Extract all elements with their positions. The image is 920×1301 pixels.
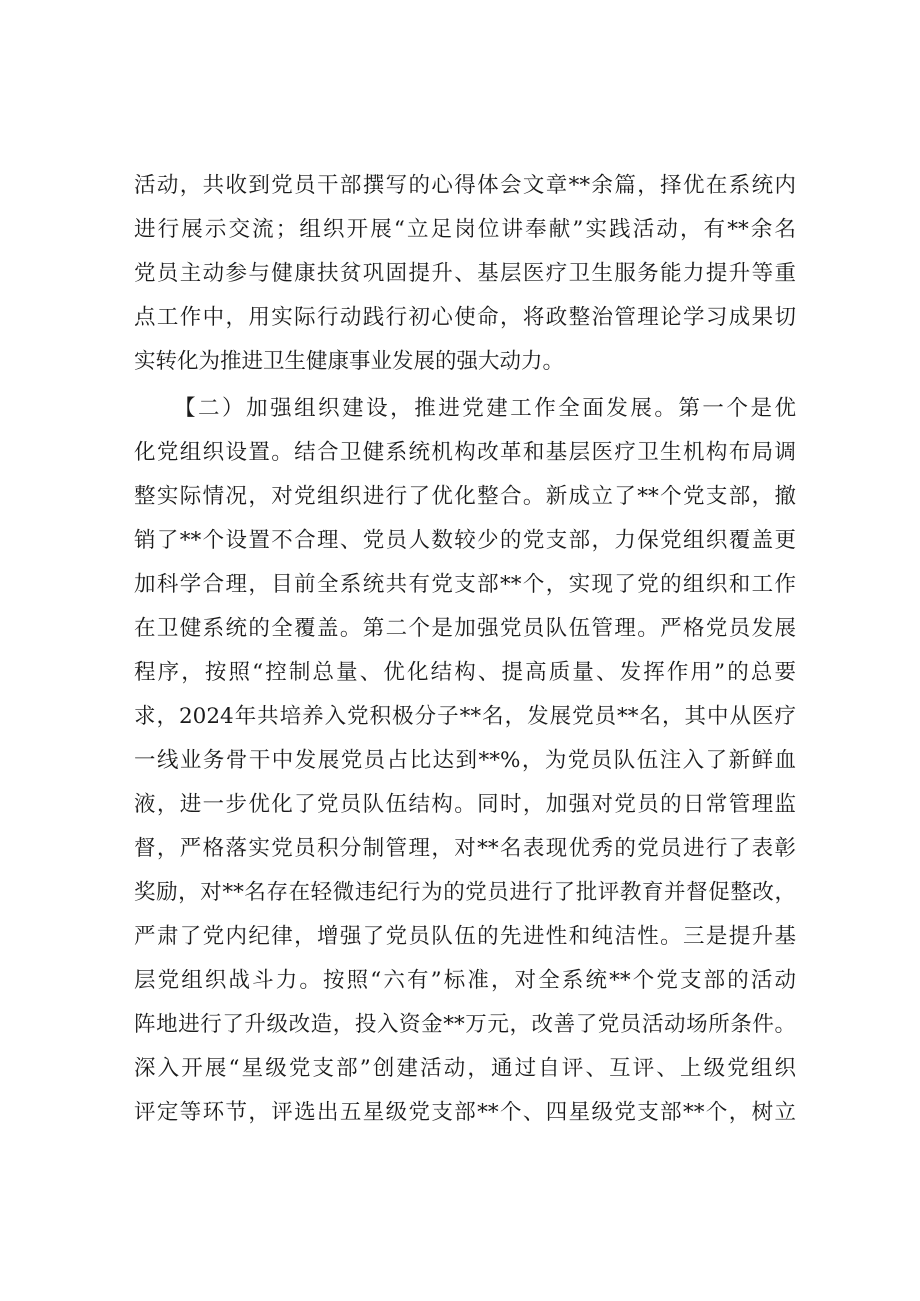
text-line: 加科学合理，目前全系统共有党支部**个，实现了党的组织和工作 <box>134 572 796 597</box>
text-line: 在卫健系统的全覆盖。第二个是加强党员队伍管理。严格党员发展 <box>134 616 796 641</box>
text-line: 层党组织战斗力。按照“六有”标准，对全系统**个党支部的活动 <box>134 968 796 993</box>
text-line: 点工作中，用实际行动践行初心使命，将政整治管理论学习成果切 <box>134 305 796 330</box>
text-line: 评定等环节，评选出五星级党支部**个、四星级党支部**个，树立 <box>134 1100 796 1125</box>
text-line: 液，进一步优化了党员队伍结构。同时，加强对党员的日常管理监 <box>134 792 796 817</box>
text-line: 党员主动参与健康扶贫巩固提升、基层医疗卫生服务能力提升等重 <box>134 261 796 286</box>
text-line: 严肃了党内纪律，增强了党员队伍的先进性和纯洁性。三是提升基 <box>134 924 796 949</box>
text-line: 实转化为推进卫生健康事业发展的强大动力。 <box>134 349 565 374</box>
text-line: 一线业务骨干中发展党员占比达到**%，为党员队伍注入了新鲜血 <box>134 748 796 773</box>
text-line: 阵地进行了升级改造，投入资金**万元，改善了党员活动场所条件。 <box>134 1012 796 1037</box>
text-line: 活动，共收到党员干部撰写的心得体会文章**余篇，择优在系统内 <box>134 173 796 198</box>
text-line: 程序，按照“控制总量、优化结构、提高质量、发挥作用”的总要 <box>134 660 796 685</box>
text-line: 化党组织设置。结合卫健系统机构改革和基层医疗卫生机构布局调 <box>134 440 796 465</box>
text-line: 进行展示交流；组织开展“立足岗位讲奉献”实践活动，有**余名 <box>134 217 796 242</box>
text-line: 奖励，对**名存在轻微违纪行为的党员进行了批评教育并督促整改， <box>134 880 796 905</box>
text-line: 销了**个设置不合理、党员人数较少的党支部，力保党组织覆盖更 <box>134 528 796 553</box>
text-line: 【二）加强组织建设，推进党建工作全面发展。第一个是优 <box>174 396 796 421</box>
text-line: 督，严格落实党员积分制管理，对**名表现优秀的党员进行了表彰 <box>134 836 796 861</box>
text-line: 求，2024年共培养入党积极分子**名，发展党员**名，其中从医疗 <box>134 704 796 729</box>
text-line: 深入开展“星级党支部”创建活动，通过自评、互评、上级党组织 <box>134 1056 796 1081</box>
text-line: 整实际情况，对党组织进行了优化整合。新成立了**个党支部，撤 <box>134 484 796 509</box>
